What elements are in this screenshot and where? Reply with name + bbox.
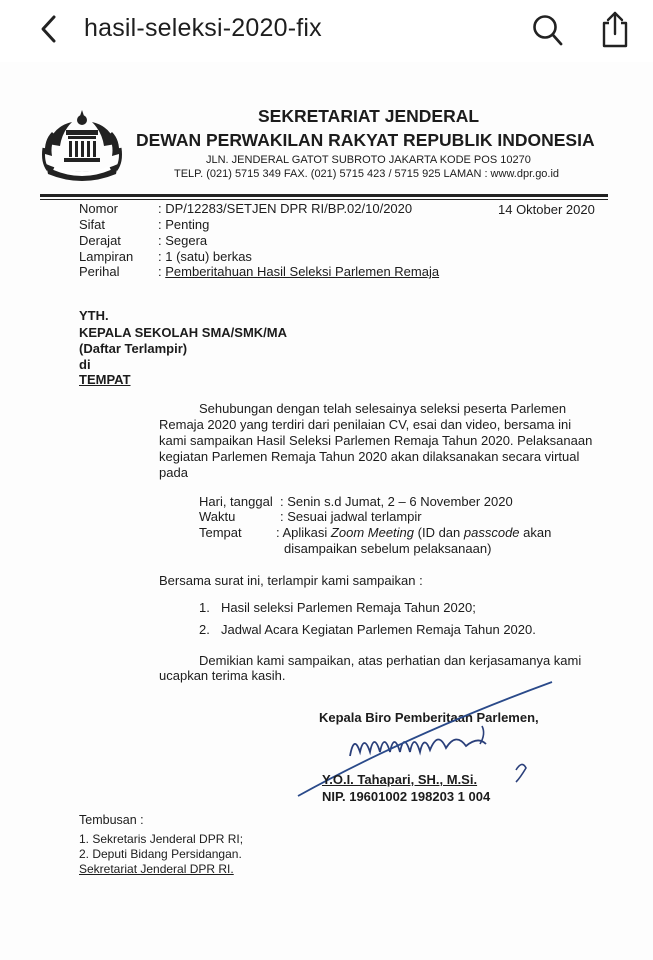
tempat-mid: (ID dan: [414, 525, 464, 540]
para1-line1: Sehubungan dengan telah selesainya seleksi peserta Parlemen: [199, 401, 567, 416]
attach-num-1: 1.: [199, 600, 210, 615]
schedule-waktu-value: : Sesuai jadwal terlampir: [280, 509, 422, 524]
letter-date: 14 Oktober 2020: [498, 202, 595, 217]
tempat-suffix: akan: [519, 525, 552, 540]
attach-text-2: Jadwal Acara Kegiatan Parlemen Remaja Tahun 2020.: [221, 622, 536, 637]
back-arrow-icon[interactable]: [36, 12, 66, 46]
para1-line4: kegiatan Parlemen Remaja Tahun 2020 akan dilaksanakan secara virtual: [159, 449, 580, 464]
recipient-line1: KEPALA SEKOLAH SMA/SMK/MA: [79, 325, 287, 340]
meta-value-perihal: [158, 264, 439, 279]
meta-label-derajat: Derajat: [79, 233, 121, 248]
letterhead-org-line2: DEWAN PERWAKILAN RAKYAT REPUBLIK INDONESIA: [136, 130, 595, 150]
attach-num-2: 2.: [199, 622, 210, 637]
document-title: hasil-seleksi-2020-fix: [84, 14, 322, 42]
schedule-tempat-value: [276, 525, 551, 540]
recipient-place: TEMPAT: [79, 372, 131, 387]
meta-label-nomor: Nomor: [79, 201, 119, 216]
attach-intro: Bersama surat ini, terlampir kami sampaikan :: [159, 573, 423, 588]
meta-value-lampiran: : 1 (satu) berkas: [158, 249, 252, 264]
letterhead-rule-thin: [40, 199, 608, 200]
schedule-hari-label: Hari, tanggal: [199, 494, 273, 509]
attach-text-1: Hasil seleksi Parlemen Remaja Tahun 2020;: [221, 600, 476, 615]
tempat-passcode: passcode: [463, 525, 520, 540]
tembusan-item-2: 2. Deputi Bidang Persidangan.: [79, 847, 242, 861]
perihal-prefix: :: [158, 264, 166, 279]
tembusan-heading: Tembusan :: [79, 813, 144, 827]
search-icon[interactable]: [530, 12, 564, 48]
letterhead-org-line1: SEKRETARIAT JENDERAL: [258, 106, 480, 126]
letterhead-address: JLN. JENDERAL GATOT SUBROTO JAKARTA KODE POS 10270: [206, 154, 531, 166]
share-icon[interactable]: [598, 10, 632, 48]
schedule-waktu-label: Waktu: [199, 509, 236, 524]
signature-title: Kepala Biro Pemberitaan Parlemen,: [319, 710, 539, 725]
letterhead-contact: TELP. (021) 5715 349 FAX. (021) 5715 423 / 5715 925 LAMAN : www.dpr.go.id: [174, 168, 560, 180]
signatory-nip: NIP. 19601002 198203 1 004: [322, 789, 491, 804]
recipient-di: di: [79, 357, 91, 372]
app-header: [0, 0, 653, 62]
tembusan-footer: Sekretariat Jenderal DPR RI.: [79, 862, 234, 876]
meta-value-nomor: : DP/12283/SETJEN DPR RI/BP.02/10/2020: [158, 201, 413, 216]
schedule-tempat-line2: disampaikan sebelum pelaksanaan): [284, 541, 492, 556]
dpr-seal-logo: [40, 104, 124, 186]
tembusan-item-1: 1. Sekretaris Jenderal DPR RI;: [79, 832, 244, 846]
meta-value-sifat: : Penting: [158, 217, 210, 232]
meta-label-perihal: Perihal: [79, 264, 120, 279]
meta-label-lampiran: Lampiran: [79, 249, 134, 264]
perihal-subject: Pemberitahuan Hasil Seleksi Parlemen Remaja: [165, 264, 440, 279]
meta-label-sifat: Sifat: [79, 217, 106, 232]
schedule-tempat-label: Tempat: [199, 525, 242, 540]
tempat-prefix: : Aplikasi: [276, 525, 331, 540]
closing-line2: ucapkan terima kasih.: [159, 668, 286, 683]
closing-line1: Demikian kami sampaikan, atas perhatian dan kerjasamanya kami: [199, 653, 582, 668]
schedule-hari-value: : Senin s.d Jumat, 2 – 6 November 2020: [280, 494, 513, 509]
signatory-name: Y.O.I. Tahapari, SH., M.Si.: [322, 772, 478, 787]
para1-line3: kami sampaikan Hasil Seleksi Parlemen Remaja Tahun 2020. Pelaksanaan: [159, 433, 593, 448]
letterhead-rule: [40, 194, 608, 197]
document-page: [0, 62, 653, 960]
meta-value-derajat: : Segera: [158, 233, 208, 248]
recipient-yth: YTH.: [79, 308, 109, 323]
recipient-line2: (Daftar Terlampir): [79, 341, 188, 356]
para1-line5: pada: [159, 465, 188, 480]
tempat-zoom: Zoom Meeting: [330, 525, 415, 540]
para1-line2: Remaja 2020 yang terdiri dari penilaian CV, esai dan video, bersama ini: [159, 417, 572, 432]
